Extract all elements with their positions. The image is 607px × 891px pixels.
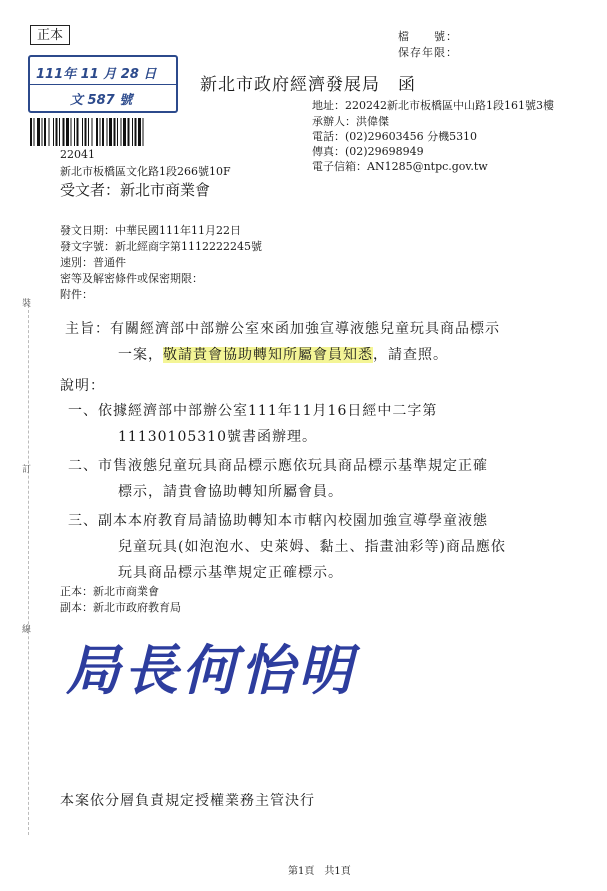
subject-label: 主旨： [65,321,110,337]
subject-line-2 [118,344,448,364]
subject-line-1: 有關經濟部中部辦公室來函加強宣導液態兒童玩具商品標示 [110,321,500,337]
issue-date: 發文日期：中華民國111年11月22日 [60,224,241,237]
explanation-item-3: 三、副本本府教育局請協助轉知本市轄內校園加強宣導學童液態 [68,513,488,529]
binding-mark-ding: 訂 [22,465,32,475]
page-number: 第1頁 共1頁 [288,866,351,877]
explanation-item-1-cont: 11130105310號書函辦理。 [118,429,317,445]
receipt-stamp-number: 文 587 號 [70,93,133,108]
contact-phone: 電話：(02)29603456 分機5310 [312,130,478,143]
explanation-item-1: 一、依據經濟部中部辦公室111年11月16日經中二字第 [68,403,438,419]
mailing-address: 新北市板橋區文化路1段266號10F [60,165,231,178]
explanation-item-2-cont: 標示，請貴會協助轉知所屬會員。 [118,484,343,500]
mailing-postal-code: 22041 [60,148,95,161]
explanation-item-3-cont-2: 玩具商品標示基準規定正確標示。 [118,565,343,581]
subject-line-2-post: ，請查照。 [373,347,448,363]
copy-duplicate: 副本：新北市政府教育局 [60,601,181,614]
copy-original: 正本：新北市商業會 [60,585,159,598]
binding-mark-xian: 線 [22,625,32,635]
archive-retention: 保存年限： [398,46,458,59]
delegation-note: 本案依分層負責規定授權業務主管決行 [60,793,315,809]
org-title: 新北市政府經濟發展局 函 [200,75,416,95]
contact-handler: 承辦人：洪偉傑 [312,115,389,128]
binding-mark-zhuang: 裝 [22,299,32,309]
archive-file-no: 檔 號： [398,30,458,43]
contact-address: 地址：220242新北市板橋區中山路1段161號3樓 [312,99,554,112]
contact-fax: 傳真：(02)29698949 [312,145,424,158]
receipt-stamp-date: 111年 11 月 28 日 [36,67,157,82]
subject-highlight: 敬請貴會協助轉知所屬會員知悉 [163,347,373,363]
explanation-item-2: 二、市售液態兒童玩具商品標示應依玩具商品標示基準規定正確 [68,458,488,474]
secrecy-level: 密等及解密條件或保密期限： [60,272,203,285]
explanation-label: 說明： [60,378,105,394]
subject-line-2-pre: 一案， [118,347,163,363]
director-signature-stamp: 局長何怡明 [66,639,356,702]
copy-type-badge: 正本 [30,25,70,45]
receipt-stamp-divider [30,84,176,85]
binding-line [28,300,29,835]
contact-email: 電子信箱：AN1285@ntpc.gov.tw [312,160,488,173]
barcode-image [30,118,205,146]
receipt-stamp [28,55,178,113]
delivery-speed: 速別：普通件 [60,256,126,269]
attachment: 附件： [60,288,93,301]
explanation-item-3-cont-1: 兒童玩具(如泡泡水、史萊姆、黏土、指畫油彩等)商品應依 [118,539,506,555]
issue-number: 發文字號：新北經商字第1112222245號 [60,240,262,253]
recipient: 受文者：新北市商業會 [60,181,211,199]
